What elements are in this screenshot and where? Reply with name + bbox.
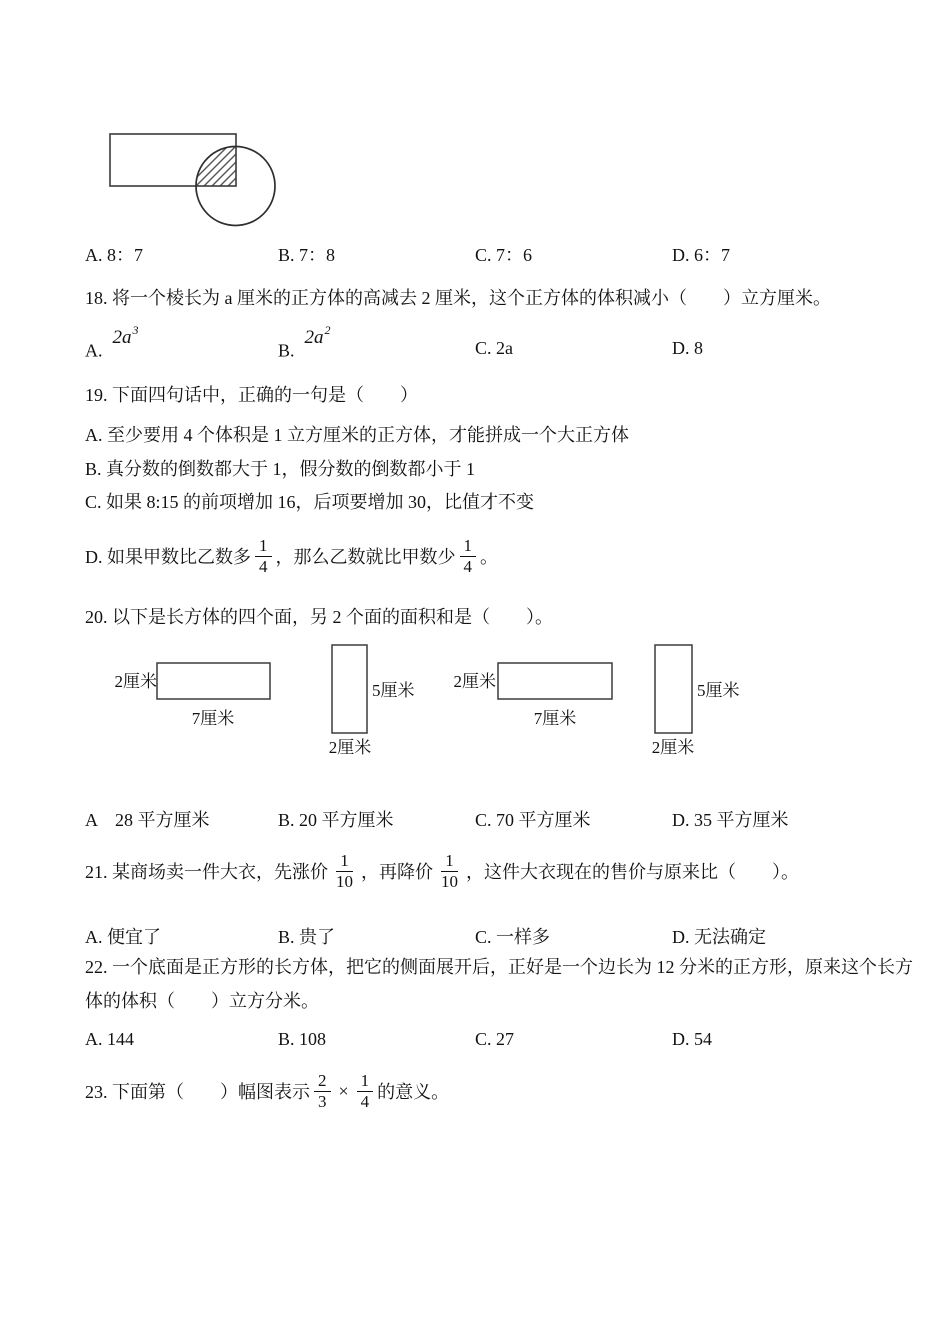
option-a: A. 144 — [85, 1029, 134, 1049]
q21-text-1: 21. 某商场卖一件大衣，先涨价 — [85, 862, 328, 882]
question-19-option-b: B. 真分数的倒数都大于 1，假分数的倒数都小于 1 — [85, 459, 476, 479]
face2-height-label: 5厘米 — [372, 681, 415, 700]
fraction-1-4: $\frac{1}{4}$ — [255, 537, 272, 576]
option-d: D. 8 — [672, 338, 703, 358]
face1-width-label: 7厘米 — [191, 709, 235, 728]
option-b: B. 贵了 — [278, 927, 336, 947]
question-18-stem: 18. 将一个棱长为 a 厘米的正方体的高减去 2 厘米，这个正方体的体积减小（ ）立方厘米。 — [85, 288, 831, 308]
q21-text-2: ，再降价 — [361, 862, 433, 882]
option-b: B. 7：8 — [278, 245, 336, 265]
option-b: B. 108 — [278, 1029, 327, 1049]
face4-height-label: 5厘米 — [697, 681, 740, 700]
q21-text-3: ，这件大衣现在的售价与原来比（ ）。 — [466, 862, 799, 882]
rect-circle-overlap-figure — [100, 130, 300, 230]
fraction-1-10: $\frac{1}{10}$ — [441, 850, 458, 891]
face3-rect — [498, 663, 612, 699]
option-d-text-3: 。 — [480, 547, 498, 567]
fraction-1-4: $\frac{1}{4}$ — [460, 537, 477, 576]
question-22-options-row — [85, 1029, 885, 1055]
option-c: C. 70 平方厘米 — [475, 810, 591, 830]
option-d: D. 6：7 — [672, 245, 730, 265]
question-21-stem — [85, 848, 799, 894]
question-18-options-row — [85, 323, 885, 364]
option-d: D. 无法确定 — [672, 927, 766, 947]
question-20-options-row — [85, 806, 885, 832]
q23-text-1: 23. 下面第（ ）幅图表示 — [85, 1082, 310, 1102]
option-d-text-1: D. 如果甲数比乙数多 — [85, 547, 251, 567]
fraction-2-3: $\frac{2}{3}$ — [314, 1072, 331, 1111]
fraction-1-4: $\frac{1}{4}$ — [357, 1072, 374, 1111]
cuboid-faces-figure — [95, 636, 775, 766]
option-b — [278, 323, 331, 362]
q23-text-2: 的意义。 — [377, 1082, 450, 1102]
face2-width-label: 2厘米 — [328, 738, 372, 757]
face1-rect — [157, 663, 270, 699]
face3-height-label: 2厘米 — [453, 672, 496, 691]
face3-width-label: 7厘米 — [533, 709, 577, 728]
option-a: A. 便宜了 — [85, 927, 161, 947]
option-c: C. 2a — [475, 338, 514, 358]
question-20-stem: 20. 以下是长方体的四个面，另 2 个面的面积和是（ ）。 — [85, 607, 553, 627]
option-c: C. 27 — [475, 1029, 515, 1049]
face2-rect — [332, 645, 367, 733]
question-19-option-d — [85, 534, 498, 578]
math-2a-cubed: $2a^3$ — [112, 323, 139, 349]
question-17-options-row — [85, 241, 885, 267]
option-d-text-2: ，那么乙数就比甲数少 — [275, 547, 456, 567]
math-2a-squared: $2a^2$ — [304, 323, 331, 349]
question-19-option-a: A. 至少要用 4 个体积是 1 立方厘米的正方体，才能拼成一个大正方体 — [85, 425, 629, 445]
face1-height-label: 2厘米 — [114, 672, 157, 691]
question-23-stem — [85, 1068, 449, 1114]
fraction-1-10: $\frac{1}{10}$ — [336, 850, 353, 891]
option-c: C. 一样多 — [475, 927, 551, 947]
option-a-label: A. — [85, 340, 103, 361]
question-21-options-row — [85, 923, 885, 949]
question-22-stem-line2: 体的体积（ ）立方分米。 — [85, 991, 319, 1011]
question-22-stem-line1: 22. 一个底面是正方形的长方体，把它的侧面展开后，正好是一个边长为 12 分米的正方形，原来这个长方 — [85, 957, 913, 977]
face4-width-label: 2厘米 — [651, 738, 695, 757]
option-b-label: B. — [278, 340, 295, 361]
question-19-option-c: C. 如果 8:15 的前项增加 16，后项要增加 30，比值才不变 — [85, 492, 535, 512]
face4-rect — [655, 645, 692, 733]
option-a — [85, 323, 139, 362]
option-b: B. 20 平方厘米 — [278, 810, 394, 830]
question-19-stem: 19. 下面四句话中，正确的一句是（ ） — [85, 385, 418, 405]
option-a: A. 8：7 — [85, 245, 143, 265]
option-d: D. 35 平方厘米 — [672, 810, 789, 830]
option-c: C. 7：6 — [475, 245, 533, 265]
option-a: A 28 平方厘米 — [85, 810, 210, 830]
option-d: D. 54 — [672, 1029, 712, 1049]
multiplication-sign: × — [338, 1080, 349, 1101]
